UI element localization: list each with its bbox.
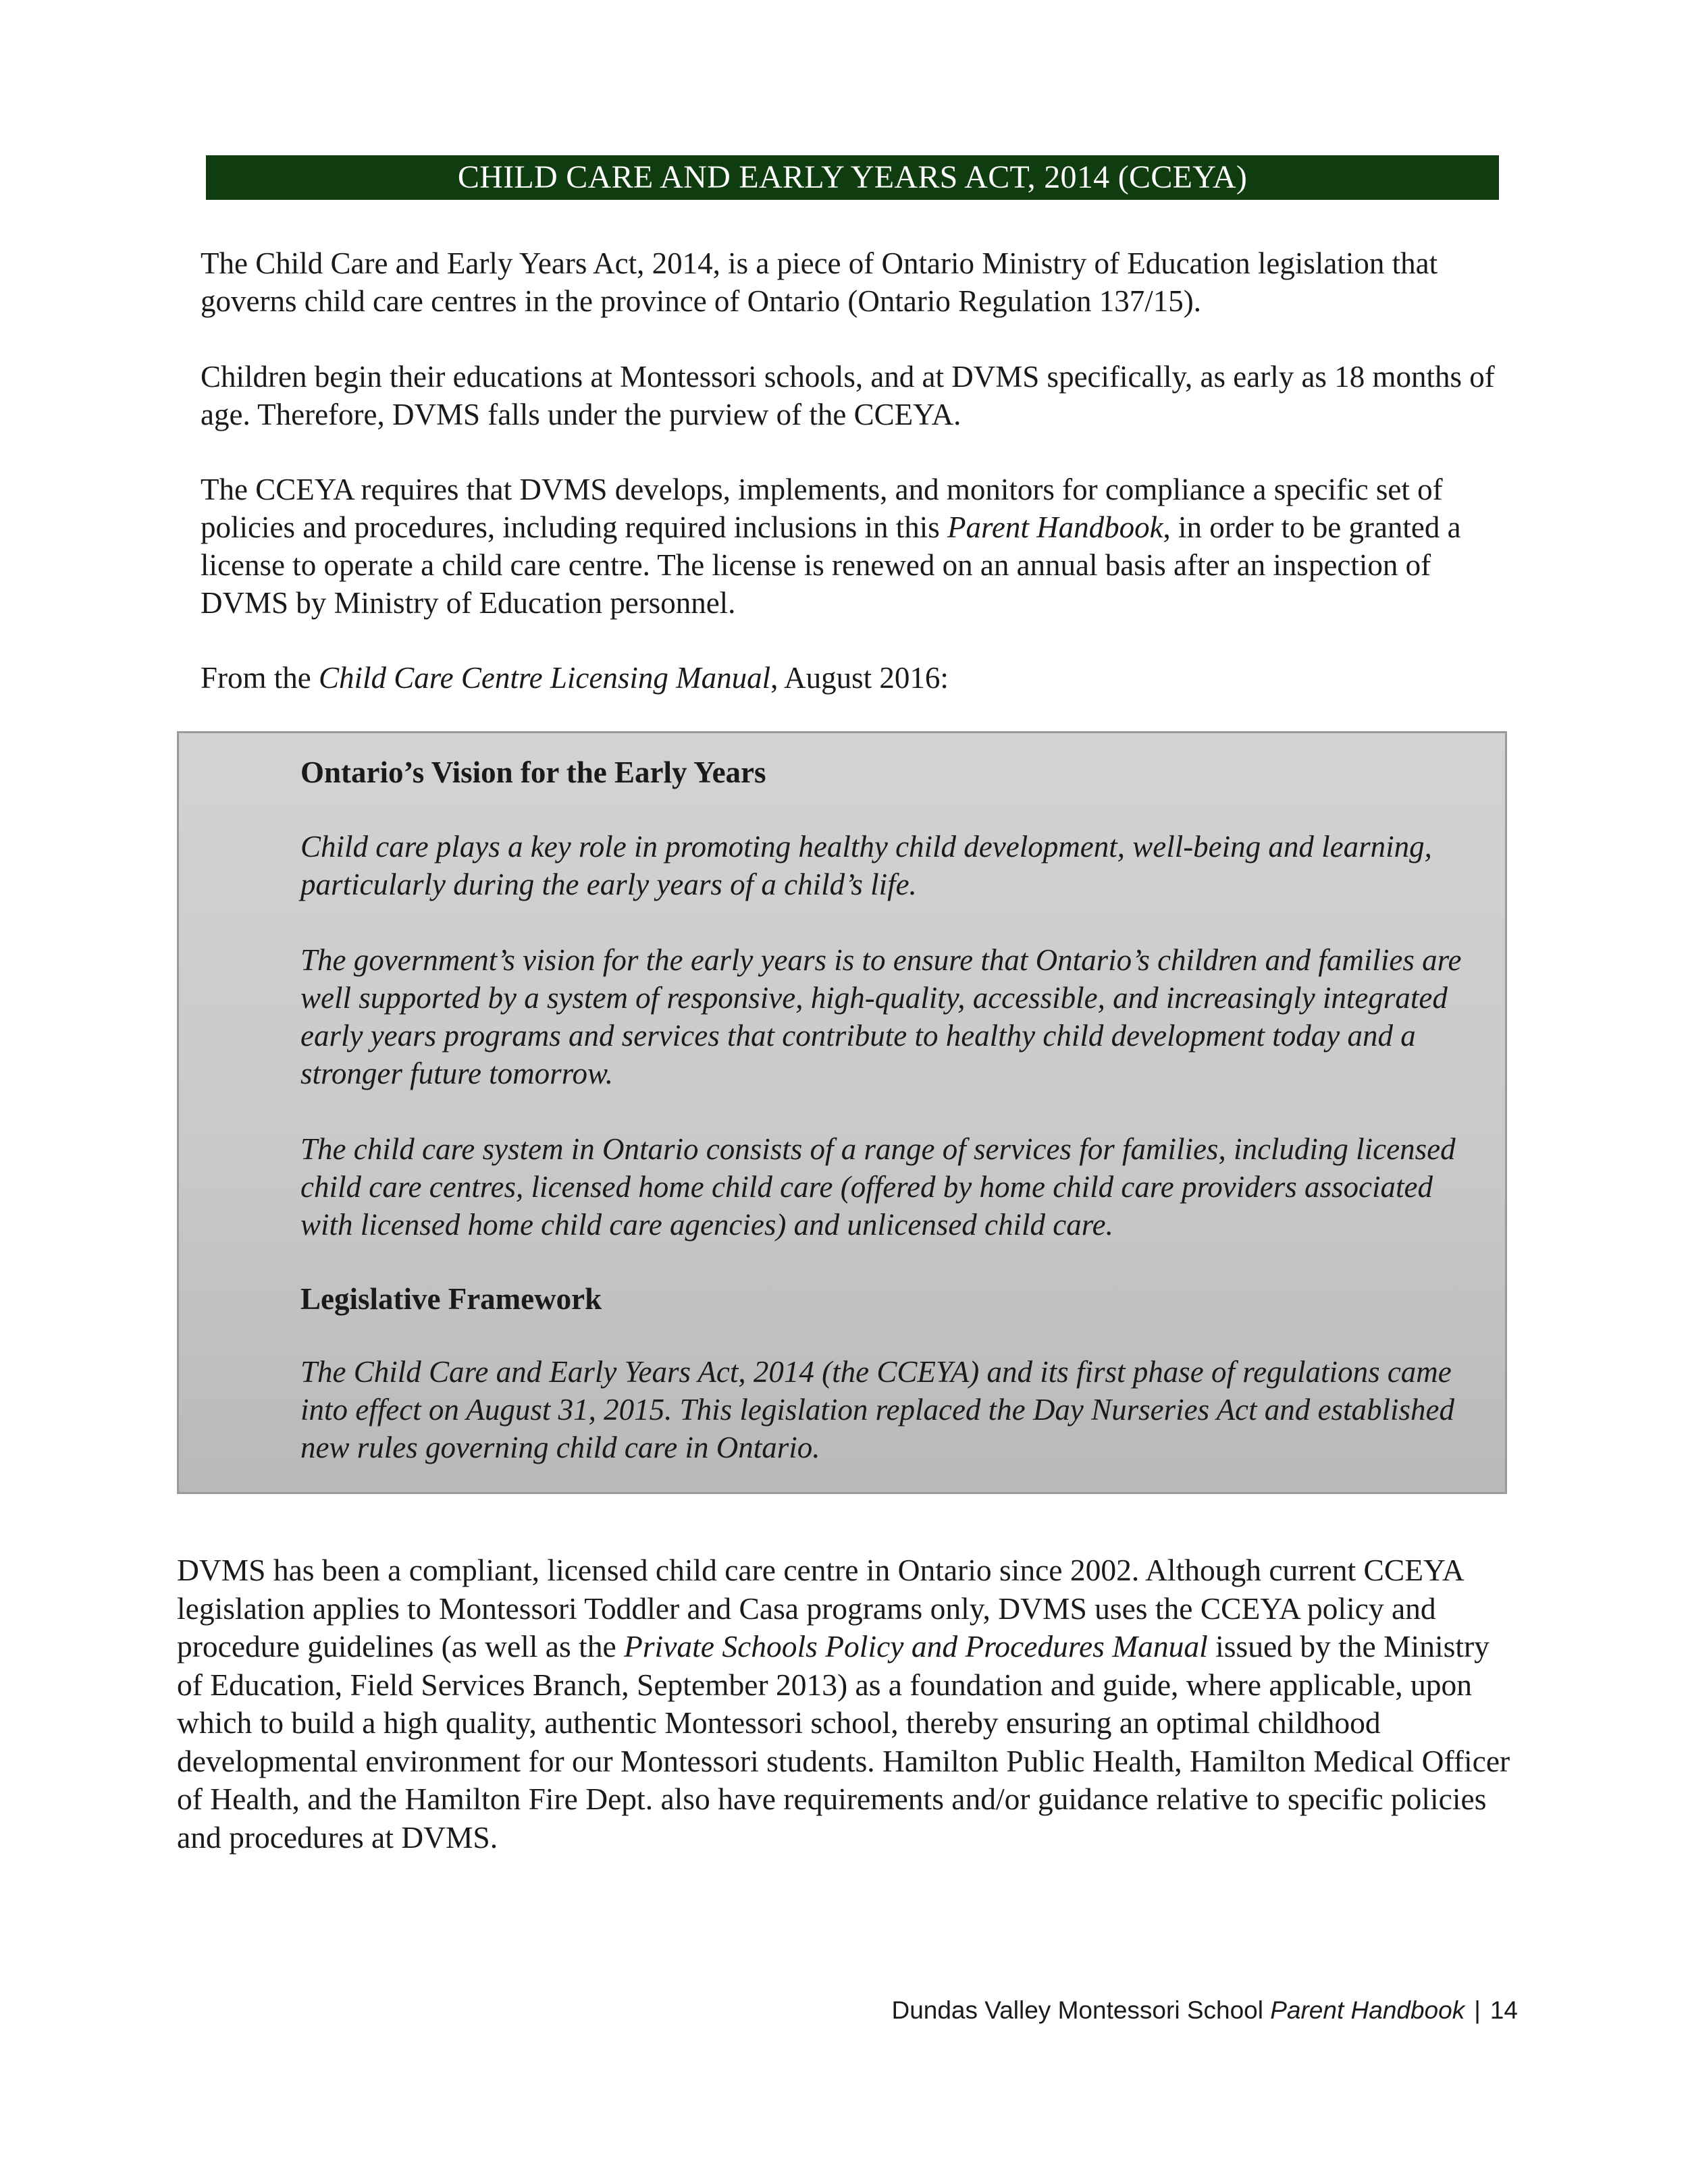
requirements-text-b: , in order to be granted a license to operate a child care centre. The license is renewed on an annual basis after an inspection of DVMS by Ministry of Education personnel. — [201, 510, 1461, 620]
compliance-text-b: issued by the Ministry of Education, Field Services Branch, September 2013) as a foundation and guide, where applicable, upon which to build a high quality, authentic Montessori school, thereby ensuring an optimal childhood developmental environment for our Montessori students. Hamilton Public Health, Hamilton Medical Officer of Health, and the Hamilton Fire Dept. also have requirements and/or guidance relative to specific policies and procedures at DVMS. — [177, 1629, 1510, 1855]
source-text-a: From the — [201, 661, 319, 695]
intro-paragraph: The Child Care and Early Years Act, 2014, is a piece of Ontario Ministry of Education legislation that governs child care centres in the province of Ontario (Ontario Regulation 137/15). — [201, 246, 1438, 318]
footer-school: Dundas Valley Montessori School — [891, 1996, 1263, 2024]
section-title: CHILD CARE AND EARLY YEARS ACT, 2014 (CCEYA) — [206, 155, 1499, 200]
compliance-text-a: DVMS has been a compliant, licensed child care centre in Ontario since 2002. Although current CCEYA legislation applies to Montessori Toddler and Casa programs only, DVMS uses the CCEYA policy and procedure guidelines (as well as the — [177, 1553, 1463, 1663]
quote-paragraph: The Child Care and Early Years Act, 2014 (the CCEYA) and its first phase of regulations came into effect on August 31, 2015. This legislation replaced the Day Nurseries Act and established new rules governing child care in Ontario. — [300, 1355, 1455, 1464]
source-text-b: , August 2016: — [770, 661, 949, 695]
quote-paragraph: The child care system in Ontario consists of a range of services for families, including licensed child care centres, licensed home child care (offered by home child care providers associated with licensed home child care agencies) and unlicensed child care. — [300, 1132, 1456, 1242]
manual-quote-box — [177, 731, 1507, 1494]
age-paragraph: Children begin their educations at Montessori schools, and at DVMS specifically, as early as 18 months of age. Therefore, DVMS falls under the purview of the CCEYA. — [201, 360, 1495, 431]
framework-heading: Legislative Framework — [300, 1282, 602, 1316]
page-footer — [743, 1994, 1518, 2027]
page-number: 14 — [1489, 1996, 1518, 2024]
vision-heading: Ontario’s Vision for the Early Years — [300, 755, 766, 789]
handbook-title: Parent Handbook — [947, 510, 1163, 544]
footer-doc-title: Parent Handbook — [1270, 1996, 1465, 2024]
requirements-paragraph — [201, 471, 1507, 622]
compliance-paragraph — [177, 1551, 1510, 1857]
source-paragraph — [201, 659, 1507, 697]
requirements-text-a: The CCEYA requires that DVMS develops, implements, and monitors for compliance a specific set of policies and procedures, including required inclusions in this — [201, 473, 1443, 544]
quote-paragraph: The government’s vision for the early years is to ensure that Ontario’s children and families are well supported by a system of responsive, high-quality, accessible, and increasingly integrated early years programs and services that contribute to healthy child development today and a stronger future tomorrow. — [300, 943, 1462, 1090]
manual-title: Child Care Centre Licensing Manual — [319, 661, 771, 695]
private-schools-manual-title: Private Schools Policy and Procedures Manual — [624, 1629, 1208, 1663]
footer-separator: | — [1474, 1996, 1481, 2024]
quote-paragraph: Child care plays a key role in promoting healthy child development, well-being and learning, particularly during the early years of a child’s life. — [300, 830, 1432, 901]
